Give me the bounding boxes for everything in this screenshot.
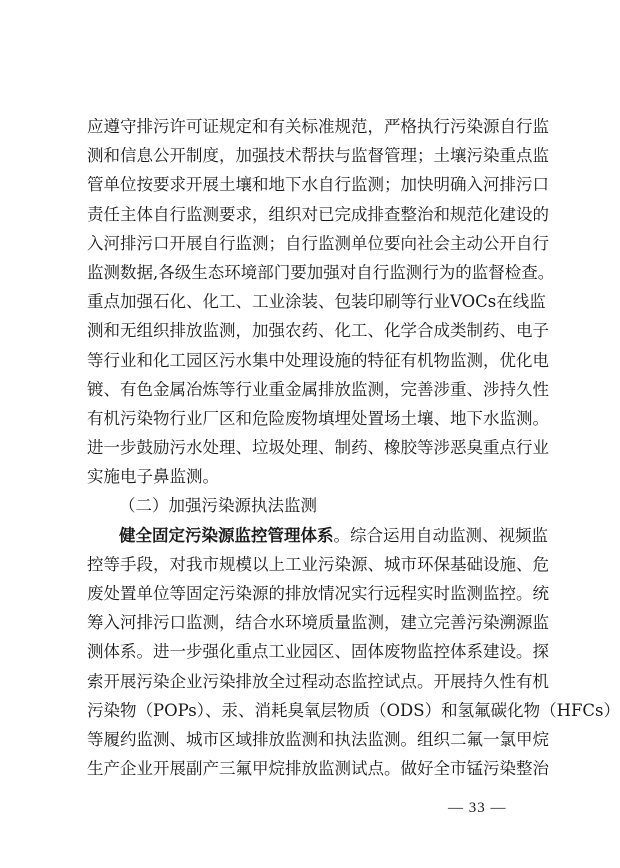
text-line: 等履约监测、城市区域排放监测和执法监测。组织二氟一氯甲烷 (87, 729, 549, 749)
text-line: 管单位按要求开展土壤和地下水自行监测；加快明确入河排污口 (87, 175, 549, 195)
text-line: 控等手段，对我市规模以上工业污染源、城市环保基础设施、危 (87, 554, 549, 574)
section-heading: （二）加强污染源执法监测 (119, 496, 317, 516)
text-line: 等行业和化工园区污水集中处理设施的特征有机物监测，优化电 (87, 350, 549, 370)
lead-line (87, 521, 548, 550)
text-line: 有机污染物行业厂区和危险废物填埋处置场土壤、地下水监测。 (87, 408, 549, 428)
text-line: 进一步鼓励污水处理、垃圾处理、制药、橡胶等涉恶臭重点行业 (87, 438, 549, 458)
paragraph-monitoring-requirements (87, 112, 555, 491)
text-line: 应遵守排污许可证规定和有关标准规范，严格执行污染源自行监 (87, 117, 549, 136)
text-line: 重点加强石化、化工、工业涂装、包装印刷等行业VOCs在线监 (87, 292, 546, 312)
text-line: 入河排污口开展自行监测；自行监测单位要向社会主动公开自行 (87, 233, 549, 253)
text-line: 污染物（POPs）、汞、消耗臭氧层物质（ODS）和氢氟碳化物（HFCs） (87, 700, 620, 720)
lead-line-rest: 。综合运用自动监测、视频监 (333, 525, 548, 545)
text-line: 索开展污染企业污染排放全过程动态监控试点。开展持久性有机 (87, 671, 549, 691)
text-line: 镀、有色金属冶炼等行业重金属排放监测，完善涉重、涉持久性 (87, 379, 549, 399)
text-line: 废处置单位等固定污染源的排放情况实行远程实时监测监控。统 (87, 584, 549, 603)
text-line: 生产企业开展副产三氟甲烷排放监测试点。做好全市锰污染整治 (87, 759, 549, 779)
page-number: — 33 — (448, 800, 507, 816)
text-line: 监测数据,各级生态环境部门要加强对自行监测行为的监督检查。 (87, 262, 555, 282)
text-line: 测和信息公开制度，加强技术帮扶与监督管理；土壤污染重点监 (87, 146, 549, 166)
text-line: 测体系。进一步强化重点工业园区、固体废物监控体系建设。探 (87, 642, 549, 662)
body-text (87, 112, 620, 783)
text-line: 测和无组织排放监测，加强农药、化工、化学合成类制药、电子 (87, 321, 549, 341)
text-line: 责任主体自行监测要求，组织对已完成排查整治和规范化建设的 (87, 204, 549, 224)
paragraph-fixed-source-monitoring (87, 521, 620, 784)
text-line: 筹入河排污口监测，结合水环境质量监测，建立完善污染溯源监 (87, 613, 549, 633)
text-line: 实施电子鼻监测。 (87, 467, 219, 487)
bold-lead-phrase: 健全固定污染源监控管理体系 (119, 525, 334, 545)
